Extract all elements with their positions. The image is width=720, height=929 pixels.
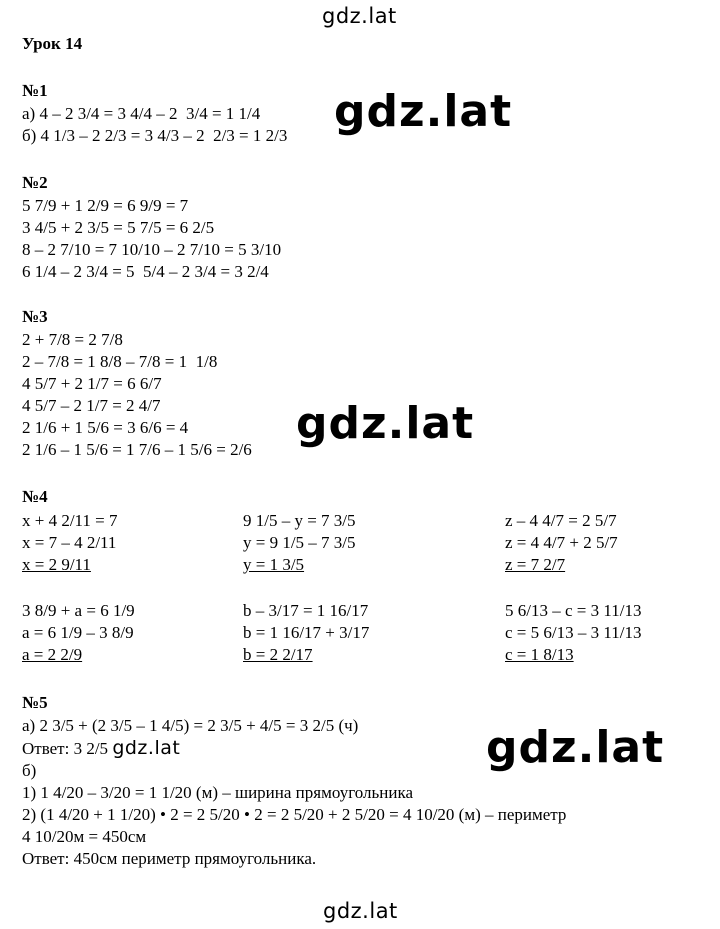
equation-answer: y = 1 3/5 (243, 555, 305, 574)
task-5 (22, 692, 566, 870)
task-4-equation-z (505, 510, 618, 576)
task-5-step-2: 2) (1 4/20 + 1 1/20) • 2 = 2 5/20 • 2 = 2 5/20 + 2 5/20 = 4 10/20 (м) – периметр (22, 805, 567, 824)
task-1-line: а) 4 – 2 3/4 = 3 4/4 – 2 3/4 = 1 1/4 (22, 104, 261, 123)
task-5-step-1: 1) 1 4/20 – 3/20 = 1 1/20 (м) – ширина прямоугольника (22, 783, 414, 802)
task-4-equation-x (22, 510, 118, 576)
equation-line: 3 8/9 + a = 6 1/9 (22, 601, 135, 620)
task-5-b-label: б) (22, 761, 37, 780)
task-5-conversion: 4 10/20м = 450см (22, 827, 147, 846)
task-5-line-a: а) 2 3/5 + (2 3/5 – 1 4/5) = 2 3/5 + 4/5 = 3 2/5 (ч) (22, 716, 359, 735)
task-2-line: 8 – 2 7/10 = 7 10/10 – 2 7/10 = 5 3/10 (22, 240, 282, 259)
task-2-line: 6 1/4 – 2 3/4 = 5 5/4 – 2 3/4 = 3 2/4 (22, 262, 269, 281)
task-2 (22, 172, 281, 283)
equation-line: z – 4 4/7 = 2 5/7 (505, 511, 617, 530)
watermark-big-1: gdz.lat (334, 86, 513, 137)
task-5-label: №5 (22, 693, 48, 712)
equation-answer: z = 7 2/7 (505, 555, 566, 574)
task-1-label: №1 (22, 81, 48, 100)
task-4-equation-b (243, 600, 369, 666)
task-3-line: 4 5/7 + 2 1/7 = 6 6/7 (22, 374, 162, 393)
equation-answer: c = 1 8/13 (505, 645, 574, 664)
task-2-label: №2 (22, 173, 48, 192)
equation-line: x + 4 2/11 = 7 (22, 511, 118, 530)
equation-line: a = 6 1/9 – 3 8/9 (22, 623, 134, 642)
task-3-line: 2 + 7/8 = 2 7/8 (22, 330, 123, 349)
equation-line: 9 1/5 – y = 7 3/5 (243, 511, 356, 530)
task-5-answer-2: Ответ: 450см периметр прямоугольника. (22, 849, 317, 868)
equation-answer: a = 2 2/9 (22, 645, 83, 664)
equation-line: b = 1 16/17 + 3/17 (243, 623, 370, 642)
task-3-line: 2 – 7/8 = 1 8/8 – 7/8 = 1 1/8 (22, 352, 218, 371)
watermark-big-3: gdz.lat (486, 722, 665, 773)
task-2-line: 5 7/9 + 1 2/9 = 6 9/9 = 7 (22, 196, 189, 215)
equation-line: 5 6/13 – c = 3 11/13 (505, 601, 642, 620)
equation-line: y = 9 1/5 – 7 3/5 (243, 533, 356, 552)
watermark-bottom: gdz.lat (323, 899, 398, 923)
task-4-label-wrap (22, 486, 48, 509)
watermark-top: gdz.lat (322, 4, 397, 28)
watermark-big-2: gdz.lat (296, 398, 475, 449)
task-5-answer-1 (22, 737, 566, 760)
task-3 (22, 306, 252, 461)
task-4-label: №4 (22, 487, 48, 506)
task-4-equation-y (243, 510, 356, 576)
answer-text: Ответ: 3 2/5 (22, 739, 109, 758)
equation-line: b – 3/17 = 1 16/17 (243, 601, 369, 620)
task-3-line: 2 1/6 – 1 5/6 = 1 7/6 – 1 5/6 = 2/6 (22, 440, 252, 459)
watermark-inline: gdz.lat (112, 737, 181, 759)
task-3-label: №3 (22, 307, 48, 326)
equation-line: c = 5 6/13 – 3 11/13 (505, 623, 642, 642)
equation-answer: x = 2 9/11 (22, 555, 91, 574)
task-1 (22, 80, 287, 147)
equation-line: z = 4 4/7 + 2 5/7 (505, 533, 618, 552)
task-3-line: 4 5/7 – 2 1/7 = 2 4/7 (22, 396, 161, 415)
equation-line: x = 7 – 4 2/11 (22, 533, 117, 552)
page-title: Урок 14 (22, 34, 83, 53)
task-3-line: 2 1/6 + 1 5/6 = 3 6/6 = 4 (22, 418, 189, 437)
task-4-equation-a (22, 600, 135, 666)
task-1-line: б) 4 1/3 – 2 2/3 = 3 4/3 – 2 2/3 = 1 2/3 (22, 126, 288, 145)
equation-answer: b = 2 2/17 (243, 645, 313, 664)
task-4-equation-c (505, 600, 641, 666)
task-2-line: 3 4/5 + 2 3/5 = 5 7/5 = 6 2/5 (22, 218, 215, 237)
